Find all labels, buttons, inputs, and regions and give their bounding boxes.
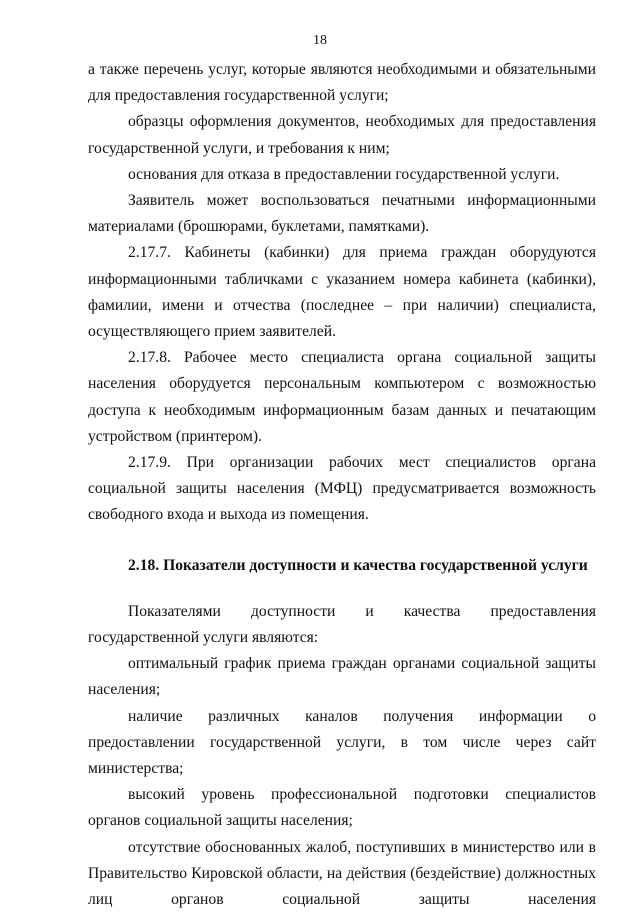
paragraph: 2.17.8. Рабочее место специалиста органа социальной защиты населения оборудуется персональным компьютером с возможностью доступа к необходимым информационным базам данных и печатающим устройством (принтером). (88, 349, 596, 445)
document-body (88, 57, 596, 913)
paragraph: а также перечень услуг, которые являются необходимыми и обязательными для предоставления государственной услуги; (88, 61, 596, 105)
paragraph: Показателями доступности и качества предоставления государственной услуги являются: (88, 602, 596, 647)
paragraph: отсутствие обоснованных жалоб, поступивших в министерство или в Правительство Кировской области, на действия (бездействие) должностных лиц органов социальной защиты населения (88, 838, 596, 909)
paragraph: основания для отказа в предоставлении государственной услуги. (128, 165, 560, 183)
paragraph: высокий уровень профессиональной подготовки специалистов органов социальной защиты населения; (88, 786, 596, 830)
section-heading: 2.18. Показатели доступности и качества государственной услуги (128, 556, 588, 574)
paragraph: 2.17.7. Кабинеты (кабинки) для приема граждан оборудуются информационными табличками с указанием номера кабинета (кабинки), фамилии, имени и отчества (последнее – при наличии) специалиста, осуществляющего прием заявителей. (88, 244, 596, 341)
paragraph: оптимальный график приема граждан органами социальной защиты населения; (88, 655, 596, 699)
paragraph: 2.17.9. При организации рабочих мест специалистов органа социальной защиты населения (МФЦ) предусматривается возможность свободного входа и выхода из помещения. (88, 454, 596, 524)
paragraph: наличие различных каналов получения информации о предоставлении государственной услуги, в том числе через сайт министерства; (88, 707, 596, 778)
paragraph: Заявитель может воспользоваться печатными информационными материалами (брошюрами, буклетами, памятками). (88, 192, 596, 236)
paragraph: образцы оформления документов, необходимых для предоставления государственной услуги, и требования к ним; (88, 113, 596, 157)
page-number: 18 (313, 33, 327, 48)
